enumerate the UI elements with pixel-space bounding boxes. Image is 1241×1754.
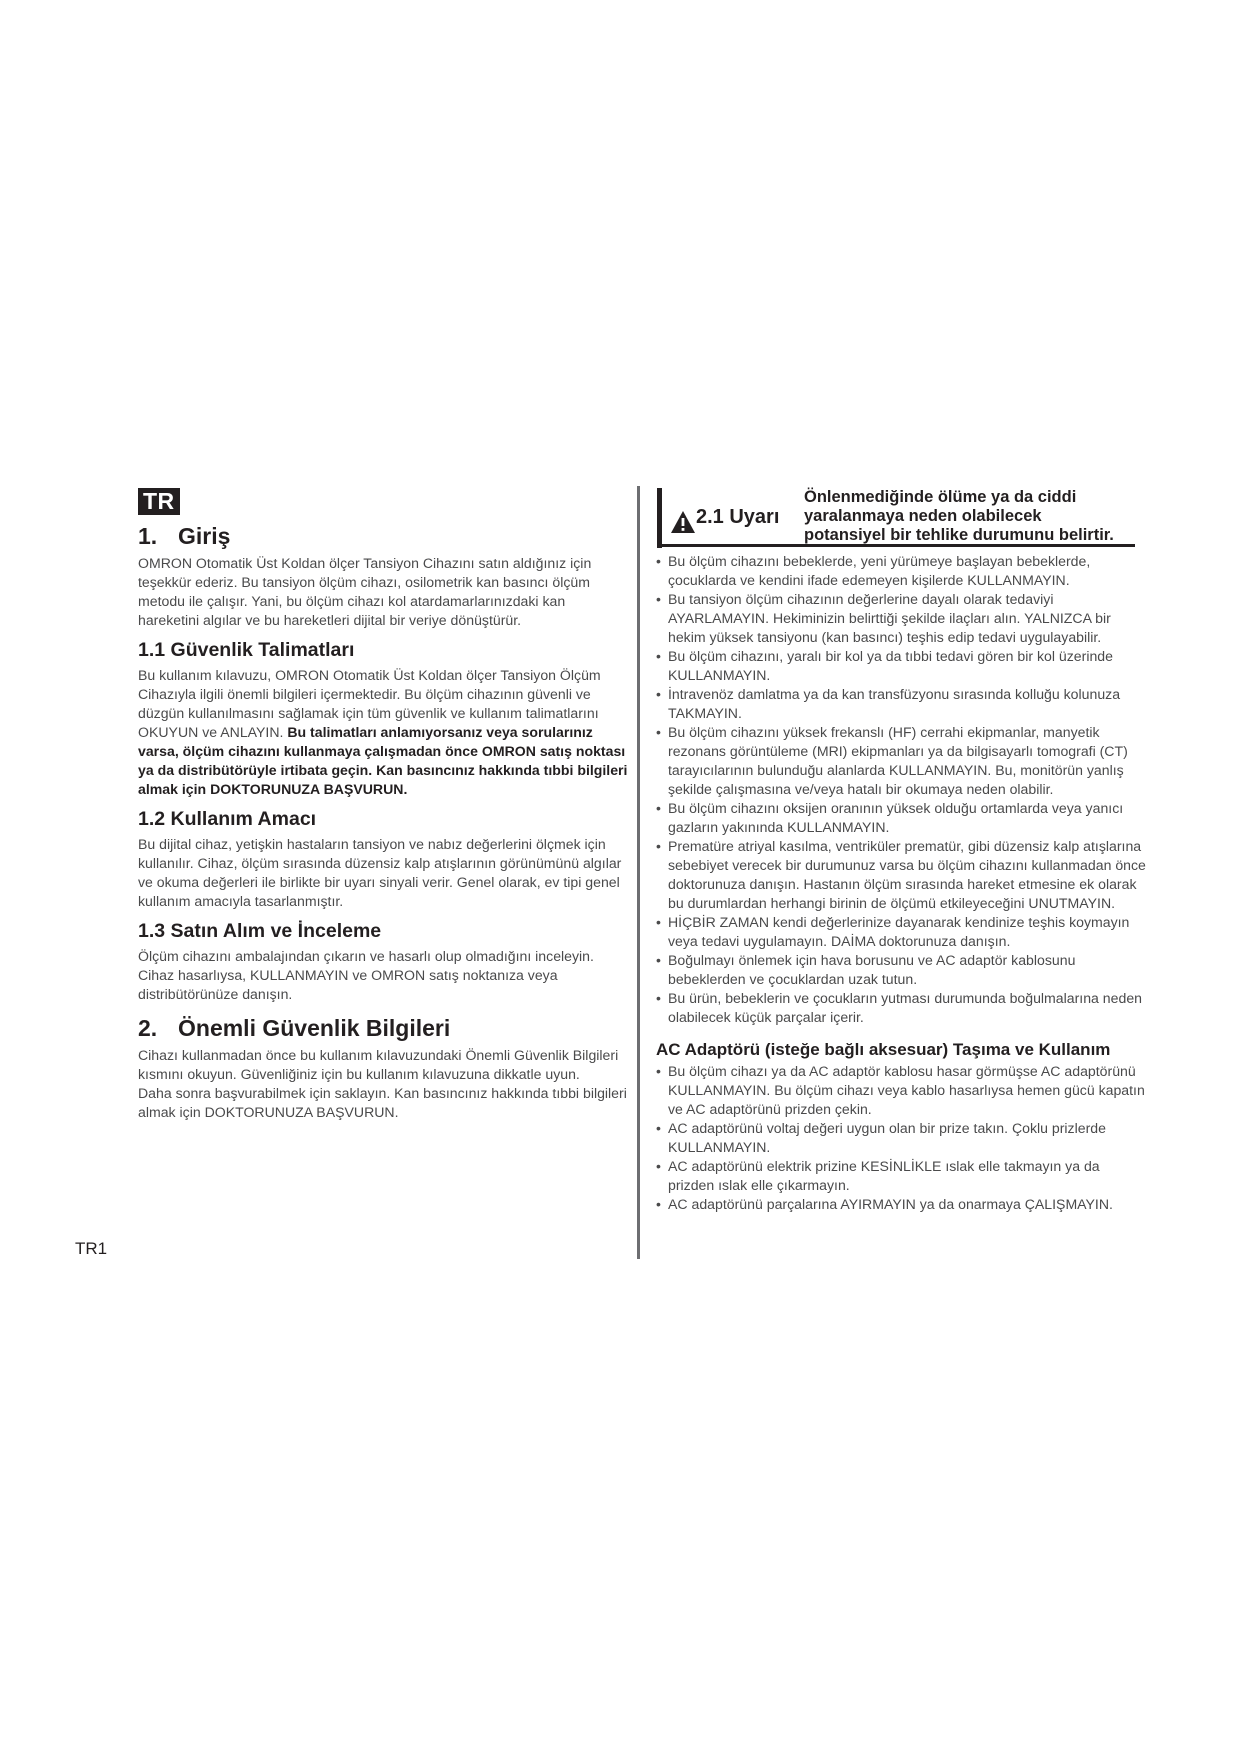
section-1-2-text: Bu dijital cihaz, yetişkin hastaların tansiyon ve nabız değerlerini ölçmek için kullanılır. Cihaz, ölçüm sırasında düzensiz kalp atışlarının görünümünü algılar ve okuma değerleri ile birlikte bir uyarı sinyali verir. Genel olarak, ev tipi genel kullanım amacıyla tasarlanmıştır. (138, 836, 622, 909)
warning-list (656, 552, 1146, 1027)
column-divider (637, 486, 640, 1259)
language-badge: TR (138, 488, 180, 515)
section-1-3-title: 1.3 Satın Alım ve İnceleme (138, 920, 382, 942)
warning-item: • Bu ölçüm cihazını oksijen oranının yüksek olduğu ortamlarda veya yanıcı gazların yakınında KULLANMAYIN. (656, 799, 1146, 837)
section-1-1-text (138, 666, 628, 799)
ac-adapter-list (656, 1062, 1146, 1214)
ac-adapter-item: • AC adaptörünü voltaj değeri uygun olan bir prize takın. Çoklu prizlerde KULLANMAYIN. (656, 1119, 1146, 1157)
warning-item: • Boğulmayı önlemek için hava borusunu ve AC adaptör kablosunu bebeklerden ve çocuklardan uzak tutun. (656, 951, 1146, 989)
ac-adapter-item: • AC adaptörünü elektrik prizine KESİNLİKLE ıslak elle takmayın ya da prizden ıslak elle çıkarmayın. (656, 1157, 1146, 1195)
warning-item: • Bu tansiyon ölçüm cihazının değerlerine dayalı olarak tedaviyi AYARLAMAYIN. Hekiminizin belirttiği şekilde ilaçları alın. YALNIZCA bir hekim yüksek tansiyonu (kan basıncı) teşhis edip tedavi uygulayabilir. (656, 590, 1146, 647)
warning-label: 2.1 Uyarı (696, 506, 780, 528)
section-1-1-text-bold: Bu talimatları anlamıyorsanız veya sorularınız varsa, ölçüm cihazını kullanmaya çalışmadan önce OMRON satış noktası ya da distribütörüyle irtibata geçin. Kan basıncınız hakkında tıbbi bilgileri almak için DOKTORUNUZA BAŞVURUN. (138, 724, 628, 797)
section-2-heading (138, 1014, 628, 1042)
warning-header (656, 488, 1146, 548)
section-1-2-title: 1.2 Kullanım Amacı (138, 808, 317, 830)
warning-bar (657, 488, 662, 548)
section-1-heading (138, 522, 628, 550)
warning-description-line-1: Önlenmediğinde ölüme ya da ciddi (804, 488, 1077, 506)
warning-item: • Bu ölçüm cihazını yüksek frekanslı (HF) cerrahi ekipmanlar, manyetik rezonans görüntüleme (MRI) ekipmanları ya da bilgisayarlı tomografi (CT) tarayıcılarının bulunduğu alanlarda KULLANMAYIN. Bu, monitörün yanlış şekilde çalışmasına ve/veya hatalı bir okumaya neden olabilir. (656, 723, 1146, 799)
warning-description-line-2: yaralanmaya neden olabilecek (804, 507, 1042, 525)
section-1-title: Giriş (178, 523, 231, 549)
section-2-text-2: Daha sonra başvurabilmek için saklayın. Kan basıncınız hakkında tıbbi bilgileri almak için DOKTORUNUZA BAŞVURUN. (138, 1085, 627, 1120)
section-1-1-title: 1.1 Güvenlik Talimatları (138, 639, 355, 661)
warning-item: • Bu ürün, bebeklerin ve çocukların yutması durumunda boğulmalarına neden olabilecek küçük parçalar içerir. (656, 989, 1146, 1027)
warning-triangle-icon (670, 510, 696, 534)
warning-description (804, 488, 1114, 545)
right-column (656, 488, 1146, 1214)
ac-adapter-item: • Bu ölçüm cihazı ya da AC adaptör kablosu hasar görmüşse AC adaptörünü KULLANMAYIN. Bu ölçüm cihazı veya kablo hasarlıysa hemen gücü kapatın ve AC adaptörünü prizden çekin. (656, 1062, 1146, 1119)
ac-adapter-title: AC Adaptörü (isteğe bağlı aksesuar) Taşıma ve Kullanım (656, 1040, 1111, 1059)
section-1-number: 1. (138, 523, 158, 549)
warning-item: • Bu ölçüm cihazını, yaralı bir kol ya da tıbbi tedavi gören bir kol üzerinde KULLANMAYIN. (656, 647, 1146, 685)
warning-description-line-3: potansiyel bir tehlike durumunu belirtir. (804, 526, 1114, 544)
section-1-3-text: Ölçüm cihazını ambalajından çıkarın ve hasarlı olup olmadığını inceleyin. Cihaz hasarlıysa, KULLANMAYIN ve OMRON satış noktanıza veya distribütörünüze danışın. (138, 948, 594, 1002)
ac-adapter-item: • AC adaptörünü parçalarına AYIRMAYIN ya da onarmaya ÇALIŞMAYIN. (656, 1195, 1146, 1214)
section-2-number: 2. (138, 1015, 158, 1041)
page-number: TR1 (75, 1239, 108, 1258)
warning-item: • Bu ölçüm cihazını bebeklerde, yeni yürümeye başlayan bebeklerde, çocuklarda ve kendini ifade edemeyen kişilerde KULLANMAYIN. (656, 552, 1146, 590)
section-2-title: Önemli Güvenlik Bilgileri (178, 1015, 451, 1041)
section-2-text-1: Cihazı kullanmadan önce bu kullanım kılavuzundaki Önemli Güvenlik Bilgileri kısmını okuyun. Güvenliğiniz için bu kullanım kılavuzuna dikkatle uyun. (138, 1047, 619, 1082)
warning-item: • Prematüre atriyal kasılma, ventriküler prematür, gibi düzensiz kalp atışlarına sebebiyet verecek bir durumunuz varsa bu ölçüm cihazını kullanmadan önce doktorunuza danışın. Hastanın ölçüm sırasında hareket etmesine ek olarak bu durumlardan herhangi birinin de ölçümü etkileyeceğini UNUTMAYIN. (656, 837, 1146, 913)
warning-item: • HİÇBİR ZAMAN kendi değerlerinize dayanarak kendinize teşhis koymayın veya tedavi uygulamayın. DAİMA doktorunuza danışın. (656, 913, 1146, 951)
section-1-text: OMRON Otomatik Üst Koldan ölçer Tansiyon Cihazını satın aldığınız için teşekkür ederiz. Bu tansiyon ölçüm cihazı, osilometrik kan basıncı ölçüm metodu ile çalışır. Yani, bu ölçüm cihazı kol atardamarlarınızdaki kan hareketini algılar ve bu hareketleri dijital bir veriye dönüştürür. (138, 555, 592, 628)
section-1-1-text-normal: Bu kullanım kılavuzu, OMRON Otomatik Üst Koldan ölçer Tansiyon Ölçüm Cihazıyla ilgili önemli bilgileri içermektedir. Bu ölçüm cihazının güvenli ve düzgün kullanılmasını sağlamak için tüm güvenlik ve kullanım talimatlarını OKUYUN ve ANLAYIN. (138, 667, 601, 740)
left-column (138, 488, 628, 1122)
warning-item: • İntravenöz damlatma ya da kan transfüzyonu sırasında kolluğu kolunuza TAKMAYIN. (656, 685, 1146, 723)
